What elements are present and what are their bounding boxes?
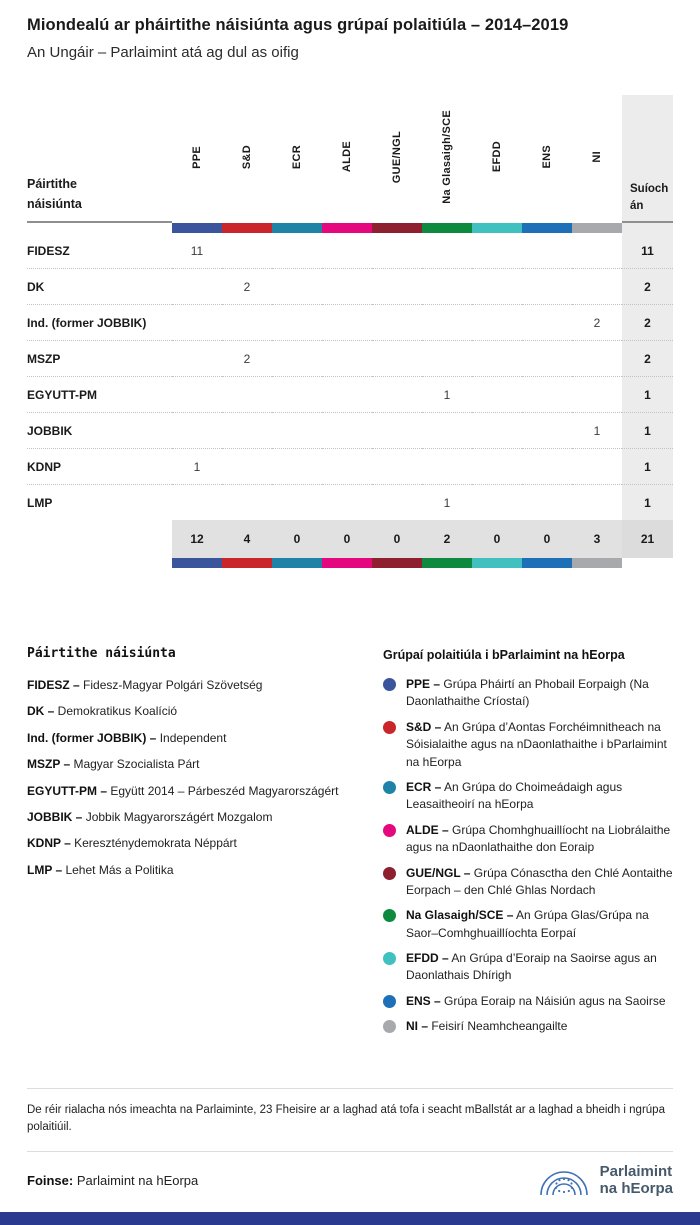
group-color-bar-row [27,222,673,233]
group-header [222,95,272,222]
group-legend-list [383,676,673,1036]
group-header [372,95,422,222]
group-legend-abbr: NI – [406,1019,429,1034]
group-seat-value [322,413,372,449]
group-legend-text: PPE – Grúpa Pháirtí an Phobail Eorpaigh (Na Daonlathaithe Críostaí) [406,677,649,709]
party-legend-item: DK – Demokratikus Koalíció [27,704,178,719]
group-seat-value [272,269,322,305]
group-header-label: ALDE [341,141,353,173]
group-seat-value [272,485,322,521]
group-seat-value [322,269,372,305]
group-total-value: 2 [422,520,472,558]
group-legend-text: ALDE – Grúpa Chomhghuaillíocht na Liobrálaithe agus na nDaonlathaithe don Eoraip [406,822,671,855]
group-seat-value [372,269,422,305]
party-total-seats: 1 [622,413,673,449]
party-name: DK [27,269,172,305]
group-color-bar [272,222,322,233]
group-seat-value [522,413,572,449]
group-seat-value [522,269,572,305]
group-seat-value [422,341,472,377]
group-seat-value [272,233,322,269]
party-name: Ind. (former JOBBIK) [27,305,172,341]
group-seat-value [172,269,222,305]
group-header [522,95,572,222]
party-legend-abbr: DK – [27,704,55,719]
group-legend-item [383,676,673,711]
party-total-seats: 2 [622,341,673,377]
group-legend-item [383,907,673,942]
group-seat-value [472,449,522,485]
group-seat-value [272,377,322,413]
group-seat-value [522,485,572,521]
group-total-value: 0 [272,520,322,558]
ep-logo-text-line1: Parlaimint [599,1163,673,1181]
party-legend-abbr: MSZP – [27,757,71,772]
group-legend-text: NI – Feisirí Neamhcheangailte [406,1019,568,1034]
party-legend-abbr: Ind. (former JOBBIK) – [27,730,157,745]
group-legend-text: GUE/NGL – Grúpa Cónasctha den Chlé Aontaithe Eorpach – den Chlé Ghlas Nordach [406,865,673,897]
table-row [27,269,673,305]
source-text: Parlaimint na hEorpa [76,1172,199,1188]
table-row [27,485,673,521]
group-seat-value [472,233,522,269]
group-header [322,95,372,222]
group-seat-value [322,233,372,269]
group-color-dot [383,952,396,965]
bottom-accent-bar [0,1212,700,1225]
group-seat-value [322,485,372,521]
group-seat-value [372,449,422,485]
group-seat-value [522,305,572,341]
group-seat-value [222,305,272,341]
group-color-bar [322,222,372,233]
group-color-bar [372,222,422,233]
group-legend-abbr: S&D – [406,719,442,734]
group-legend-abbr: PPE – [406,677,441,691]
group-header [422,95,472,222]
group-color-bar [172,558,222,568]
group-seat-value [572,269,622,305]
group-seat-value [572,377,622,413]
group-seat-value [522,233,572,269]
group-color-bar [472,222,522,233]
group-legend-item [383,1018,673,1035]
group-seat-value [222,413,272,449]
group-color-bar [422,222,472,233]
group-seat-value [172,305,222,341]
group-seat-value [472,341,522,377]
party-legend-abbr: LMP – [27,862,63,877]
group-seat-value [422,233,472,269]
group-seat-value [422,449,472,485]
group-legend-abbr: Na Glasaigh/SCE – [406,908,514,923]
party-legend-item: KDNP – Kereszténydemokrata Néppárt [27,836,237,851]
table-row [27,377,673,413]
group-total-value: 3 [572,520,622,558]
group-seat-value [472,377,522,413]
group-legend-item [383,993,673,1010]
group-header [572,95,622,222]
group-seat-value [572,341,622,377]
group-seat-value [322,305,372,341]
party-legend-title: Páirtithe náisiúnta [27,646,176,661]
page-subtitle: An Ungáir – Parlaimint atá ag dul as oifig [27,44,299,61]
party-total-seats: 11 [622,233,673,269]
seats-header-label: Suíochán [622,95,673,222]
group-color-dot [383,824,396,837]
group-seat-value [172,413,222,449]
group-total-value: 0 [522,520,572,558]
party-legend [27,646,357,1044]
group-header-label: PPE [191,145,203,169]
party-legend-item: FIDESZ – Fidesz-Magyar Polgári Szövetség [27,678,263,692]
quorum-note: De réir rialacha nós imeachta na Parlaiminte, 23 Fheisire ar a laghad atá tofa i seacht mBallstát ar a laghad a bheidh i ngrúpa polaitiúil. [27,1103,665,1134]
group-seat-value [272,305,322,341]
group-header-label: Na Glasaigh/SCE [441,110,453,204]
totals-row [27,520,673,558]
party-legend-item: Ind. (former JOBBIK) – Independent [27,730,227,745]
party-name: LMP [27,495,53,510]
ep-logo-text [600,1163,673,1198]
group-header-label: EFDD [491,141,503,173]
bar-row-right-cell [622,558,673,568]
party-total-seats: 1 [622,449,673,485]
group-header [272,95,322,222]
group-legend-abbr: EFDD – [406,951,449,966]
page-title: Miondealú ar pháirtithe náisiúnta agus grúpaí polaitiúla – 2014–2019 [27,16,569,34]
group-seat-value [372,341,422,377]
table-row [27,341,673,377]
group-color-bar [472,558,522,568]
group-seat-value [372,377,422,413]
party-legend-abbr: EGYUTT-PM – [27,783,108,798]
group-seat-value [572,449,622,485]
ep-logo-icon [537,1162,591,1198]
group-seat-value [472,269,522,305]
group-seat-value: 2 [222,269,272,305]
group-color-dot [383,678,396,691]
group-legend-item [383,822,673,857]
party-name: MSZP [27,341,172,377]
source-label: Foinse: [27,1172,74,1188]
group-color-bar [522,222,572,233]
group-seat-value [172,341,222,377]
party-name: JOBBIK [27,413,172,449]
bar-row-left-cell [27,558,172,568]
group-seat-value [522,377,572,413]
group-header-label: NI [591,151,603,163]
ep-logo [537,1162,673,1198]
group-legend-item [383,719,673,771]
group-legend-text: ENS – Grúpa Eoraip na Náisiún agus na Saoirse [406,993,666,1008]
group-seat-value: 2 [222,341,272,377]
group-seat-value [372,413,422,449]
group-seat-value [572,233,622,269]
group-color-bar [272,558,322,568]
group-legend-item [383,865,673,900]
group-seat-value [172,485,222,521]
group-color-dot [383,721,396,734]
party-legend-list [27,677,357,879]
group-legend-item [383,950,673,985]
party-legend-item: LMP – Lehet Más a Politika [27,862,174,877]
group-legend-item [383,779,673,814]
group-color-dot [383,1020,396,1033]
divider [27,1151,673,1152]
party-legend-item: EGYUTT-PM – Együtt 2014 – Párbeszéd Magyarországért [27,783,339,798]
group-total-value: 0 [472,520,522,558]
totals-row-left-cell [27,520,172,558]
bar-row-right-cell [622,222,673,233]
party-name: KDNP [27,449,172,485]
group-header-label: S&D [241,144,253,170]
group-seat-value [522,449,572,485]
group-seat-value [372,233,422,269]
group-seat-value [372,305,422,341]
party-legend-abbr: FIDESZ – [27,678,80,692]
group-color-bar [222,558,272,568]
group-legend-abbr: GUE/NGL – [406,865,471,880]
group-legend [383,646,673,1044]
group-seat-value: 2 [572,305,622,341]
group-header [472,95,522,222]
bar-row-left-cell [27,222,172,233]
group-color-dot [383,995,396,1008]
party-total-seats: 2 [622,305,673,341]
group-seat-value [472,413,522,449]
group-seat-value [172,377,222,413]
table-row [27,449,673,485]
legend-section [27,646,673,1044]
group-seat-value: 1 [443,495,451,510]
source-line [27,1173,198,1188]
group-color-bar [572,222,622,233]
group-seat-value [422,269,472,305]
party-legend-item: MSZP – Magyar Szocialista Párt [27,757,200,772]
table-row [27,233,673,269]
party-legend-abbr: JOBBIK – [27,809,83,824]
group-color-dot [383,909,396,922]
group-color-bar [522,558,572,568]
ep-logo-text-line2: na hEorpa [599,1180,673,1198]
party-legend-item: JOBBIK – Jobbik Magyarországért Mozgalom [27,809,273,824]
group-seat-value [222,377,272,413]
footer [27,1162,673,1212]
group-seat-value: 1 [422,377,472,413]
group-color-bar [222,222,272,233]
table-header-row [27,95,673,222]
divider [27,1088,673,1089]
row-header-label: Páirtithe náisiúnta [27,177,82,211]
breakdown-table [27,95,673,568]
group-seat-value [422,305,472,341]
group-color-bar [322,558,372,568]
table-row [27,305,673,341]
group-seat-value [322,377,372,413]
group-seat-value [272,449,322,485]
total-seats-value: 21 [622,520,673,558]
group-seat-value [272,413,322,449]
party-legend-abbr: KDNP – [27,836,71,851]
group-seat-value: 1 [572,413,622,449]
group-header-label: ECR [291,144,303,170]
group-color-bar-row [27,558,673,568]
group-legend-text: S&D – An Grúpa d’Aontas Forchéimnitheach na Sóisialaithe agus na nDaonlathaithe i bParlaimint na hEorpa [406,719,667,769]
group-seat-value [222,233,272,269]
group-legend-title: Grúpaí polaitiúla i bParlaimint na hEorpa [383,648,625,662]
group-header [172,95,222,222]
group-legend-abbr: ENS – [406,993,441,1008]
group-seat-value [272,341,322,377]
party-name: FIDESZ [27,233,172,269]
group-total-value: 12 [172,520,222,558]
group-legend-text: Na Glasaigh/SCE – An Grúpa Glas/Grúpa na Saor–Comhghuaillíochta Eorpaí [406,908,649,940]
group-color-bar [422,558,472,568]
group-header-label: ENS [541,145,553,169]
group-color-dot [383,781,396,794]
group-total-value: 4 [222,520,272,558]
group-seat-value [522,341,572,377]
party-total-seats: 2 [622,269,673,305]
group-seat-value [222,485,272,521]
group-color-bar [172,222,222,233]
group-seat-value [222,449,272,485]
group-seat-value [322,341,372,377]
table-row [27,413,673,449]
group-seat-value [572,485,622,521]
group-color-bar [372,558,422,568]
group-legend-abbr: ALDE – [406,822,449,837]
group-seat-value [472,305,522,341]
group-header-label: GUE/NGL [391,130,403,184]
group-seat-value [472,485,522,521]
group-total-value: 0 [372,520,422,558]
group-color-bar [572,558,622,568]
group-seat-value [422,413,472,449]
group-total-value: 0 [322,520,372,558]
group-color-dot [383,867,396,880]
group-seat-value [372,485,422,521]
party-total-seats: 1 [622,485,673,521]
group-legend-text: EFDD – An Grúpa d’Eoraip na Saoirse agus an Daonlathais Dhírigh [406,951,657,983]
group-legend-text: ECR – An Grúpa do Choimeádaigh agus Leasaitheoirí na hEorpa [406,779,623,812]
party-total-seats: 1 [622,377,673,413]
party-name: EGYUTT-PM [27,377,172,413]
group-seat-value [322,449,372,485]
group-seat-value: 11 [172,233,222,269]
group-legend-abbr: ECR – [406,779,442,794]
group-seat-value: 1 [172,449,222,485]
